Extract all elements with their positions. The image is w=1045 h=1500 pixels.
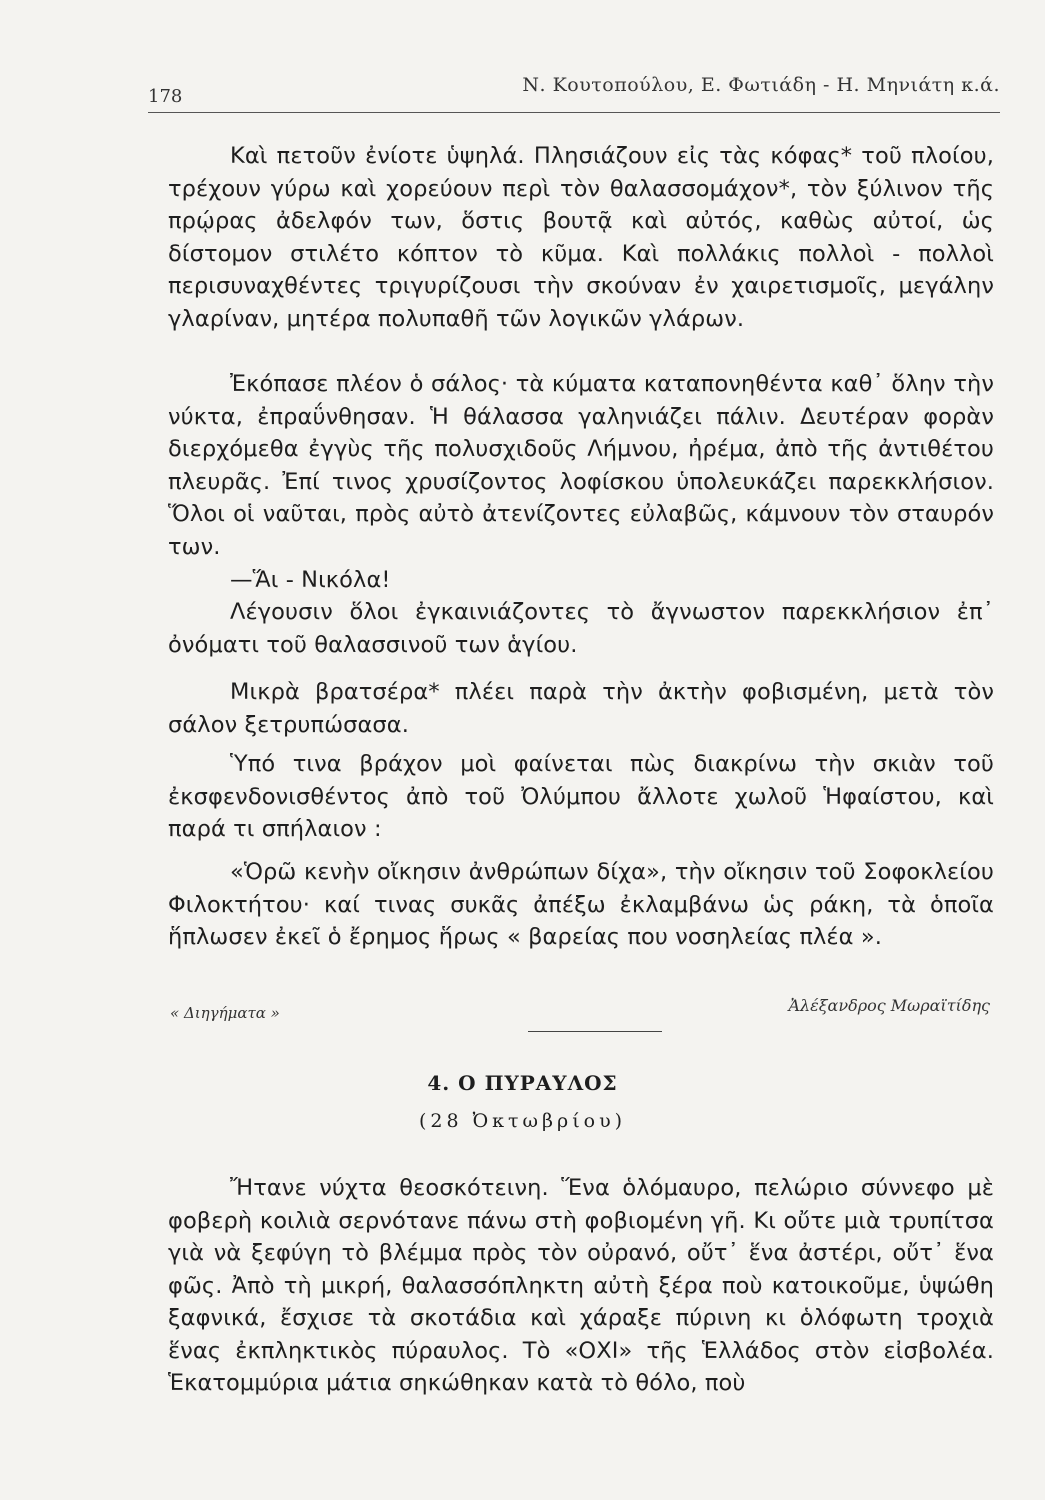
story2-paragraph-1: Ἤτανε νύχτα θεοσκότεινη. Ἕνα ὁλόμαυρο, πελώριο σύννεφο μὲ φοβερὴ κοιλιὰ σερνότανε πάνω στὴ φοβιομένη γῆ. Κι οὔτε μιὰ τρυπίτσα γιὰ νὰ ξεφύγη τὸ βλέμμα πρὸς τὸν οὐρανό, οὔτ᾽ ἕνα ἀστέρι, οὔτ᾽ ἕνα φῶς. Ἀπὸ τὴ μικρή, θαλασσόπληκτη αὐτὴ ξέρα ποὺ κατοικοῦμε, ὑψώθη ξαφνικά, ἔσχισε τὰ σκοτάδια καὶ χάραξε πύρινη κι ὁλόφωτη τροχιὰ ἕνας ἐκπληκτικὸς πύραυλος. Τὸ «ΟΧΙ» τῆς Ἑλλάδος στὸν εἰσβολέα. Ἑκατομμύρια μάτια σηκώθηκαν κατὰ τὸ θόλο, ποὺ <box>168 1175 994 1396</box>
story1-paragraph-4: Λέγουσιν ὅλοι ἐγκαινιάζοντες τὸ ἄγνωστον παρεκκλήσιον ἐπ᾽ ὀνόματι τοῦ θαλασσινοῦ των ἁγίου. <box>168 599 994 658</box>
story1-paragraph-1: Καὶ πετοῦν ἐνίοτε ὑψηλά. Πλησιάζουν εἰς τὰς κόφας* τοῦ πλοίου, τρέχουν γύρω καὶ χορεύουν περὶ τὸν θαλασσομάχον*, τὸν ξύλινον τῆς πρῴρας ἀδελφόν των, ὅστις βουτᾷ καὶ αὐτός, καθὼς αὐτοί, ὡς δίστομον στιλέτο κόπτον τὸ κῦμα. Καὶ πολλάκις πολλοὶ - πολλοὶ περισυναχθέντες τριγυρίζουσι τὴν σκούναν ἐν χαιρετισμοῖς, μεγάλην γλαρίναν, μητέρα πολυπαθῆ τῶν λογικῶν γλάρων. <box>168 143 994 332</box>
page-header <box>148 74 1000 114</box>
section-date: (28 Ὀκτωβρίου) <box>418 1110 627 1132</box>
header-rule <box>148 112 1000 113</box>
running-head-authors: Ν. Κουτοπούλου, Ε. Φωτιάδη - Η. Μηνιάτη κ.ά. <box>522 74 1000 96</box>
story1-paragraph-5: Μικρὰ βρατσέρα* πλέει παρὰ τὴν ἀκτὴν φοβισμένη, μετὰ τὸν σάλον ξετρυπώσασα. <box>168 679 994 738</box>
section-divider <box>528 1031 662 1032</box>
source-citation: « Διηγήματα » <box>170 1004 280 1022</box>
section-title: 4. Ο ΠΥΡΑΥΛΟΣ <box>427 1071 618 1095</box>
author-name: Ἀλέξανδρος Μωραϊτίδης <box>788 996 990 1015</box>
story1-paragraph-7: «Ὁρῶ κενὴν οἴκησιν ἀνθρώπων δίχα», τὴν οἴκησιν τοῦ Σοφοκλείου Φιλοκτήτου· καί τινας συκᾶς ἀπέξω ἐκλαμβάνω ὡς ράκη, τὰ ὁποῖα ἥπλωσεν ἐκεῖ ὁ ἔρημος ἥρως « βαρείας που νοσηλείας πλέα ». <box>168 859 994 950</box>
page-number: 178 <box>148 86 183 107</box>
story1-paragraph-2: Ἐκόπασε πλέον ὁ σάλος· τὰ κύματα καταπονηθέντα καθ᾽ ὅλην τὴν νύκτα, ἐπραΰνθησαν. Ἡ θάλασσα γαληνιάζει πάλιν. Δευτέραν φορὰν διερχόμεθα ἐγγὺς τῆς πολυσχιδοῦς Λήμνου, ἠρέμα, ἀπὸ τῆς ἀντιθέτου πλευρᾶς. Ἐπί τινος χρυσίζοντος λοφίσκου ὑπολευκάζει παρεκκλήσιον. Ὅλοι οἱ ναῦται, πρὸς αὐτὸ ἀτενίζοντες εὐλαβῶς, κάμνουν τὸν σταυρόν των. <box>168 371 994 560</box>
story1-paragraph-6: Ὑπό τινα βράχον μοὶ φαίνεται πὼς διακρίνω τὴν σκιὰν τοῦ ἐκσφενδονισθέντος ἀπὸ τοῦ Ὀλύμπου ἄλλοτε χωλοῦ Ἡφαίστου, καὶ παρά τι σπήλαιον : <box>168 751 994 842</box>
story1-paragraph-3: —Ἅι - Νικόλα! <box>230 567 391 593</box>
